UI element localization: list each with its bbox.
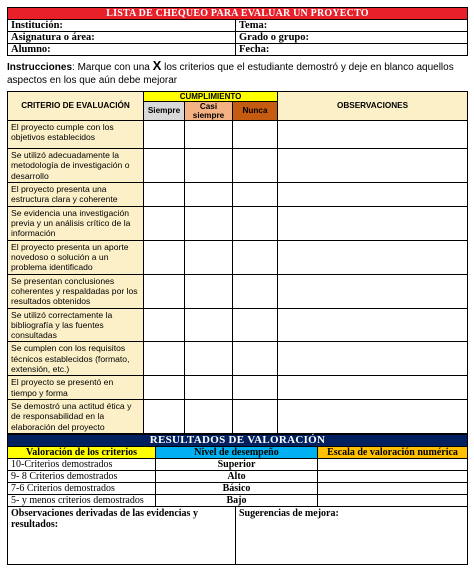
observation-cell[interactable] (278, 206, 468, 240)
topic-field[interactable]: Tema: (236, 20, 468, 32)
check-cell-almost-always[interactable] (185, 308, 233, 342)
checklist-table (7, 91, 468, 434)
criterion-text: Se utilizó adecuadamente la metodología de investigación o desarrollo (8, 149, 144, 183)
table-row (8, 470, 468, 482)
criterion-text: El proyecto presenta una estructura clara y coherente (8, 182, 144, 206)
criterion-text: El proyecto se presentó en tiempo y forma (8, 376, 144, 400)
table-row (8, 240, 468, 274)
check-cell-always[interactable] (144, 182, 185, 206)
check-cell-always[interactable] (144, 376, 185, 400)
results-row-level: Bajo (156, 494, 318, 506)
results-row-scale[interactable] (318, 482, 468, 494)
criterion-text: Se evidencia una investigación previa y un análisis crítico de la información (8, 206, 144, 240)
results-row-level: Superior (156, 458, 318, 470)
check-cell-never[interactable] (233, 342, 278, 376)
results-row-label: 5- y menos criterios demostrados (8, 494, 156, 506)
check-cell-never[interactable] (233, 182, 278, 206)
observation-cell[interactable] (278, 240, 468, 274)
check-cell-almost-always[interactable] (185, 182, 233, 206)
table-row (8, 458, 468, 470)
table-row (8, 376, 468, 400)
check-cell-never[interactable] (233, 399, 278, 433)
results-row-label: 10-Criterios demostrados (8, 458, 156, 470)
results-row-label: 7-6 Criterios demostrados (8, 482, 156, 494)
observation-cell[interactable] (278, 399, 468, 433)
observation-cell[interactable] (278, 376, 468, 400)
improvement-suggestions-box[interactable]: Sugerencias de mejora: (236, 507, 468, 565)
table-row (8, 149, 468, 183)
criterion-text: El proyecto presenta un aporte novedoso o solución a un problema identificado (8, 240, 144, 274)
checklist-document (7, 7, 467, 565)
subject-field[interactable]: Asignatura o área: (8, 32, 236, 44)
check-cell-almost-always[interactable] (185, 121, 233, 149)
option-never: Nunca (233, 102, 278, 121)
check-cell-never[interactable] (233, 206, 278, 240)
header-table (7, 7, 468, 56)
criterion-text: Se cumplen con los requisitos técnicos establecidos (formato, extensión, etc.) (8, 342, 144, 376)
observation-cell[interactable] (278, 121, 468, 149)
results-row-label: 9- 8 Criterios demostrados (8, 470, 156, 482)
table-row (8, 342, 468, 376)
results-row-scale[interactable] (318, 494, 468, 506)
results-row-level: Alto (156, 470, 318, 482)
check-cell-almost-always[interactable] (185, 376, 233, 400)
observation-cell[interactable] (278, 342, 468, 376)
results-row-level: Básico (156, 482, 318, 494)
observation-cell[interactable] (278, 274, 468, 308)
x-mark-icon: X (152, 58, 162, 73)
check-cell-always[interactable] (144, 121, 185, 149)
final-notes-table (7, 507, 468, 566)
results-col-level: Nivel de desempeño (156, 446, 318, 458)
check-cell-almost-always[interactable] (185, 149, 233, 183)
criterion-text: Se presentan conclusiones coherentes y respaldadas por los resultados obtenidos (8, 274, 144, 308)
results-col-criteria: Valoración de los criterios (8, 446, 156, 458)
instructions-label: Instrucciones (7, 62, 73, 73)
check-cell-always[interactable] (144, 240, 185, 274)
option-always: Siempre (144, 102, 185, 121)
check-cell-almost-always[interactable] (185, 274, 233, 308)
check-cell-never[interactable] (233, 308, 278, 342)
check-cell-almost-always[interactable] (185, 342, 233, 376)
check-cell-always[interactable] (144, 149, 185, 183)
results-row-scale[interactable] (318, 458, 468, 470)
observation-cell[interactable] (278, 149, 468, 183)
results-title: RESULTADOS DE VALORACIÓN (8, 434, 468, 446)
criteria-header: CRITERIO DE EVALUACIÓN (8, 92, 144, 121)
results-col-scale: Escala de valoración numérica (318, 446, 468, 458)
evidence-observations-box[interactable]: Observaciones derivadas de las evidencias y resultados: (8, 507, 236, 565)
criterion-text: Se utilizó correctamente la bibliografía y las fuentes consultadas (8, 308, 144, 342)
instructions-part-1: : Marque con una (72, 62, 153, 73)
observations-header: OBSERVACIONES (278, 92, 468, 121)
results-table (7, 434, 468, 507)
observation-cell[interactable] (278, 308, 468, 342)
check-cell-always[interactable] (144, 342, 185, 376)
criterion-text: El proyecto cumple con los objetivos establecidos (8, 121, 144, 149)
table-row (8, 308, 468, 342)
check-cell-almost-always[interactable] (185, 399, 233, 433)
document-title: LISTA DE CHEQUEO PARA EVALUAR UN PROYECTO (8, 8, 468, 20)
table-row (8, 399, 468, 433)
check-cell-never[interactable] (233, 376, 278, 400)
check-cell-always[interactable] (144, 274, 185, 308)
instructions-text (7, 59, 467, 87)
check-cell-never[interactable] (233, 121, 278, 149)
instructions-part-2: los criterios que el estudiante demostró y deje en blanco aquellos aspectos en los que aún debe mejorar (7, 62, 454, 86)
table-row (8, 206, 468, 240)
check-cell-always[interactable] (144, 308, 185, 342)
check-cell-almost-always[interactable] (185, 240, 233, 274)
table-row (8, 121, 468, 149)
option-almost-always: Casi siempre (185, 102, 233, 121)
results-row-scale[interactable] (318, 470, 468, 482)
table-row (8, 482, 468, 494)
observation-cell[interactable] (278, 182, 468, 206)
compliance-header: CUMPLIMIENTO (144, 92, 278, 102)
institution-field[interactable]: Institución: (8, 20, 236, 32)
check-cell-always[interactable] (144, 399, 185, 433)
check-cell-never[interactable] (233, 240, 278, 274)
student-field[interactable]: Alumno: (8, 44, 236, 56)
table-row (8, 182, 468, 206)
check-cell-almost-always[interactable] (185, 206, 233, 240)
table-row (8, 494, 468, 506)
check-cell-never[interactable] (233, 274, 278, 308)
check-cell-always[interactable] (144, 206, 185, 240)
criterion-text: Se demostró una actitud ética y de responsabilidad en la elaboración del proyecto (8, 399, 144, 433)
check-cell-never[interactable] (233, 149, 278, 183)
date-field[interactable]: Fecha: (236, 44, 468, 56)
table-row (8, 274, 468, 308)
grade-field[interactable]: Grado o grupo: (236, 32, 468, 44)
